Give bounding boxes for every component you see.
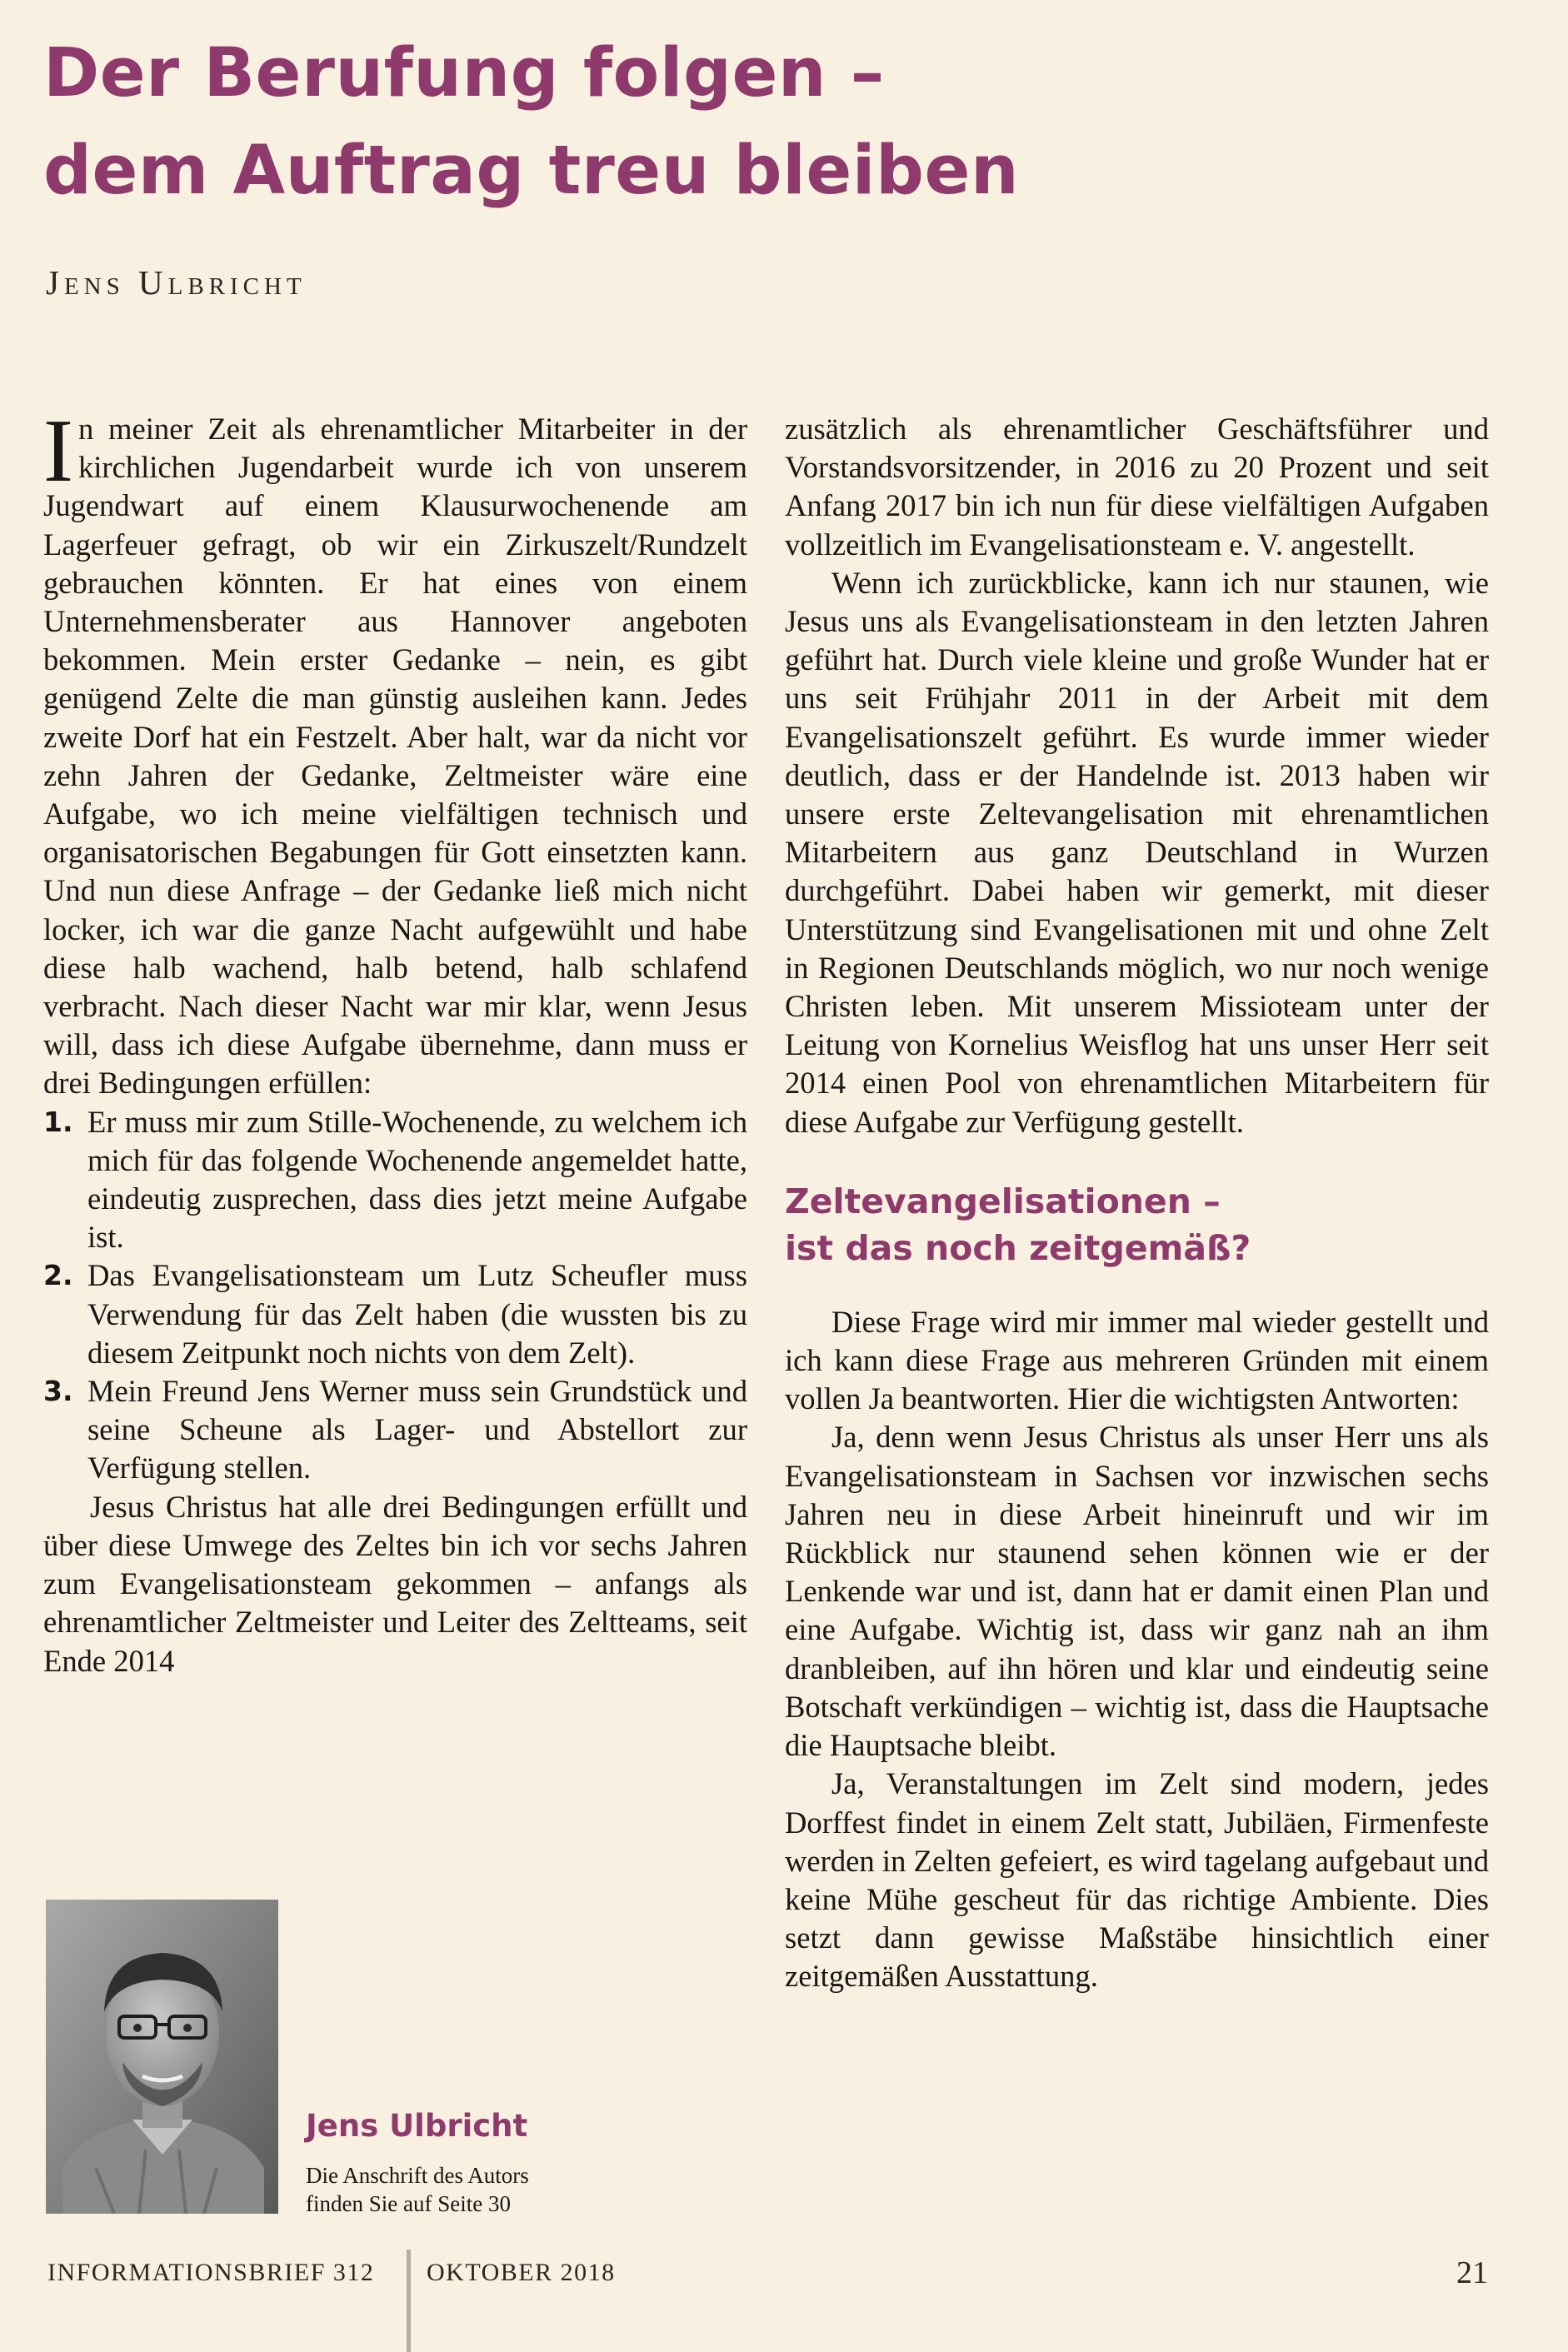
author-byline: Jens Ulbricht [46,263,307,302]
condition-number: 1. [43,1105,73,1138]
condition-item [43,1103,747,1257]
footer-divider [407,2250,411,2352]
section-heading [785,1178,1489,1271]
body-paragraph: Ja, denn wenn Jesus Christus als unser Herr uns als Evangelisationsteam in Sachsen vor inzwischen sechs Jahren neu in diese Arbeit hineinruft und wir im Rückblick nur staunend sehen können wie er der Lenkende war und ist, dann hat er damit einen Plan und eine Aufgabe. Wichtig ist, dass wir ganz nah an ihm dranbleiben, auf ihn hören und klar und eindeutig seine Botschaft verkündigen – wichtig ist, dass die Hauptsache die Hauptsache bleibt. [785,1420,1489,1763]
left-column [43,402,747,1680]
condition-text: Mein Freund Jens Werner muss sein Grundstück und seine Scheune als Lager- und Abstellort zur Verfügung stellen. [87,1374,747,1486]
conditions-list [43,1103,747,1488]
footer-publication: INFORMATIONSBRIEF 312 [47,2259,375,2286]
condition-number: 3. [43,1375,73,1408]
condition-item [43,1256,747,1372]
body-paragraph: zusätzlich als ehrenamtlicher Geschäftsführer und Vorstandsvorsitzender, in 2016 zu 20 Prozent und seit Anfang 2017 bin ich nun für diese vielfältigen Aufgaben vollzeitlich im Evangelisationsteam e. V. angestellt. [785,412,1489,562]
title-line-2: dem Auftrag treu bleiben [43,132,1020,210]
condition-number: 2. [43,1259,73,1292]
right-column [785,410,1489,1996]
author-note-line-2: finden Sie auf Seite 30 [306,2191,511,2216]
author-note-line-1: Die Anschrift des Autors [306,2163,529,2188]
title-line-1: Der Berufung folgen – [43,34,885,112]
page-number: 21 [1456,2255,1488,2290]
section-heading-line-1: Zeltevangelisationen – [785,1181,1221,1221]
condition-item [43,1372,747,1488]
intro-paragraph [43,402,747,1103]
section-heading-line-2: ist das noch zeitgemäß? [785,1227,1251,1268]
body-paragraph: Diese Frage wird mir immer mal wieder gestellt und ich kann diese Frage aus mehreren Gründen mit einem vollen Ja beantworten. Hier die wichtigsten Antworten: [785,1304,1489,1416]
body-paragraph: Ja, Veranstaltungen im Zelt sind modern, jedes Dorffest findet in einem Zelt statt, Jubiläen, Firmenfeste werden in Zelten gefeiert, es wird tagelang aufgebaut und keine Mühe gescheut für das richtige Ambiente. Dies setzt dann gewisse Maßstäbe hinsichtlich einer zeitgemäßen Ausstattung. [785,1766,1489,1994]
condition-text: Er muss mir zum Stille-Wochenende, zu welchem ich mich für das folgende Wochenende angemeldet hatte, eindeutig zusprechen, dass dies jetzt meine Aufgabe ist. [87,1104,747,1255]
author-caption-name: Jens Ulbricht [306,2108,528,2144]
body-paragraph: Jesus Christus hat alle drei Bedingungen erfüllt und über diese Umwege des Zeltes bin ich vor sechs Jahren zum Evangelisationsteam gekommen – anfangs als ehrenamtlicher Zeltmeister und Leiter des Zeltteams, seit Ende 2014 [43,1489,747,1678]
portrait-image [46,1900,278,2214]
body-paragraph: Wenn ich zurückblicke, kann ich nur staunen, wie Jesus uns als Evangelisationsteam in den letzten Jahren geführt hat. Durch viele kleine und große Wunder hat er uns seit Frühjahr 2011 in der Arbeit mit dem Evangelisationszelt geführt. Es wurde immer wieder deutlich, dass er der Handelnde ist. 2013 haben wir unsere erste Zeltevangelisation mit ehrenamtlichen Mitarbeitern aus ganz Deutschland in Wurzen durchgeführt. Dabei haben wir gemerkt, mit dieser Unterstützung sind Evangelisationen mit und ohne Zelt in Regionen Deutschlands möglich, wo nur noch wenige Christen leben. Mit unserem Missioteam unter der Leitung von Kornelius Weisflog hat uns unser Herr seit 2014 einen Pool von ehrenamtlichen Mitarbeitern für diese Aufgabe zur Verfügung gestellt. [785,565,1489,1139]
condition-text: Das Evangelisationsteam um Lutz Scheufler muss Verwendung für das Zelt haben (die wussten bis zu diesem Zeitpunkt noch nichts von dem Zelt). [87,1258,747,1370]
article-title [43,25,1293,220]
drop-cap: I [43,402,73,501]
intro-text: n meiner Zeit als ehrenamtlicher Mitarbeiter in der kirchlichen Jugendarbeit wurde ich von unserem Jugendwart auf einem Klausurwochenende am Lagerfeuer gefragt, ob wir ein Zirkuszelt/Rundzelt gebrauchen könnten. Er hat eines von einem Unternehmensberater aus Hannover angeboten bekommen. Mein erster Gedanke – nein, es gibt genügend Zelte die man günstig ausleihen kann. Jedes zweite Dorf hat ein Festzelt. Aber halt, war da nicht vor zehn Jahren der Gedanke, Zeltmeister wäre eine Aufgabe, wo ich meine vielfältigen technisch und organisatorischen Begabungen für Gott einsetzten kann. Und nun diese Anfrage – der Gedanke ließ mich nicht locker, ich war die ganze Nacht aufgewühlt und habe diese halb wachend, halb betend, halb schlafend verbracht. Nach dieser Nacht war mir klar, wenn Jesus will, dass ich diese Aufgabe übernehme, dann muss er drei Bedingungen erfüllen: [43,412,747,1101]
footer-date: OKTOBER 2018 [427,2259,616,2286]
author-caption-note [306,2161,589,2218]
author-photo [46,1900,278,2214]
